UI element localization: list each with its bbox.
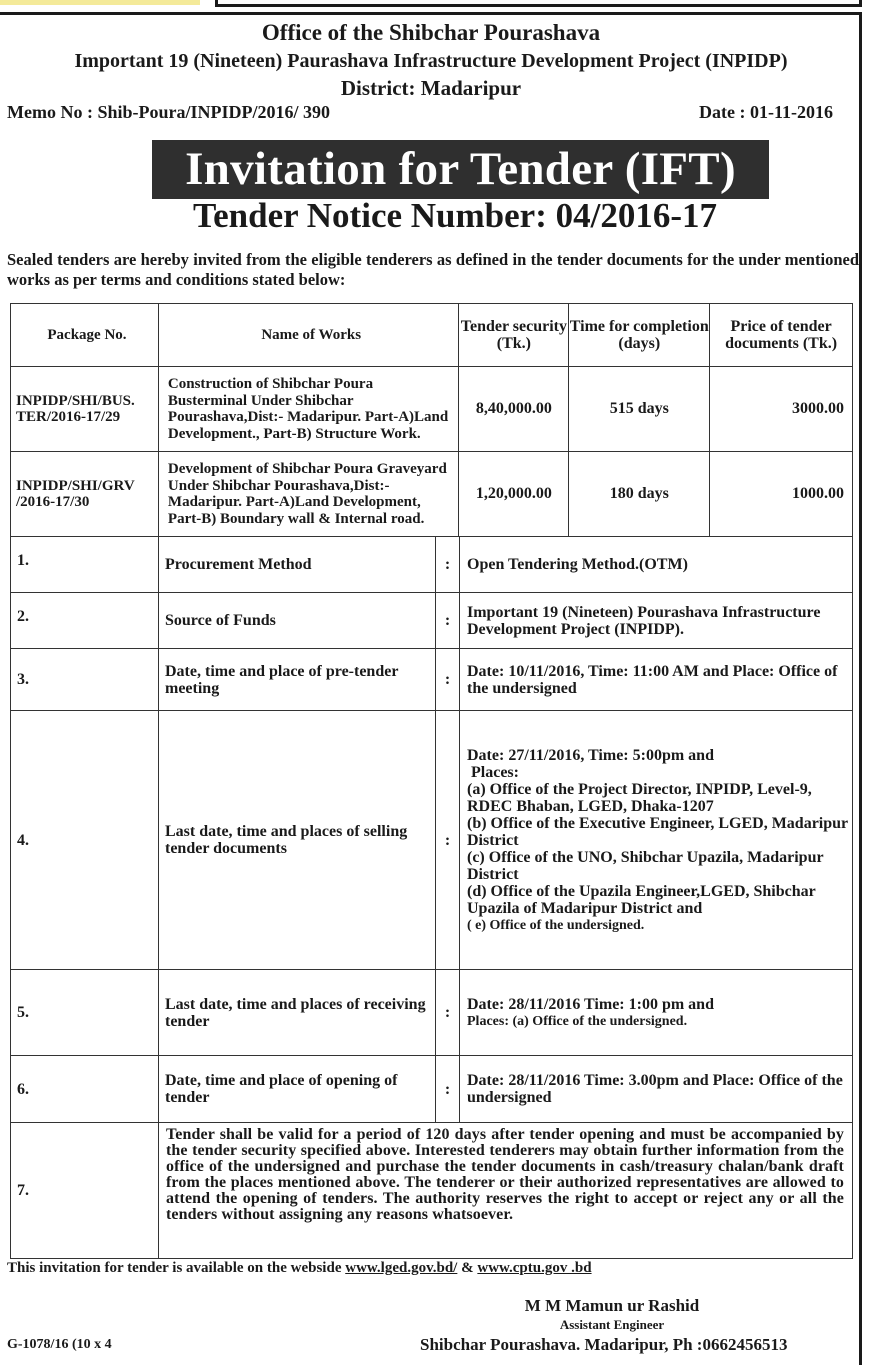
term-label: Last date, time and places of selling tender documents (159, 711, 436, 970)
completion-time: 180 days (569, 452, 710, 537)
term-number: 2. (11, 593, 159, 649)
place-c: (c) Office of the UNO, Shibchar Upazila, Madaripur District (467, 848, 824, 883)
top-color-strip (0, 0, 200, 5)
term-row (11, 970, 853, 1056)
availability-line (7, 1260, 592, 1277)
term-row (11, 649, 853, 711)
package-no: INPIDP/SHI/BUS. TER/2016-17/29 (11, 367, 159, 452)
project-name: Important 19 (Nineteen) Paurashava Infrastructure Development Project (INPIDP) (74, 50, 788, 72)
notice-date: Date : 01-11-2016 (699, 102, 833, 122)
completion-time: 515 days (569, 367, 710, 452)
col-header-works: Name of Works (158, 304, 459, 367)
title-banner (152, 140, 769, 199)
term-colon: : (436, 711, 460, 970)
term-number: 1. (11, 537, 159, 593)
col-header-price: Price of tender documents (Tk.) (710, 304, 853, 367)
col-header-package: Package No. (11, 304, 159, 367)
term-colon: : (436, 970, 460, 1056)
term-number: 6. (11, 1056, 159, 1123)
term-row (11, 593, 853, 649)
document-price: 1000.00 (710, 452, 853, 537)
place-d: (d) Office of the Upazila Engineer,LGED, Shibchar Upazila of Madaripur District and (467, 882, 816, 917)
term-row (11, 711, 853, 970)
term-row (11, 1056, 853, 1123)
signatory-office: Shibchar Pourashava. Madaripur, Ph :0662456513 (420, 1335, 788, 1354)
term-value: Open Tendering Method.(OTM) (460, 537, 853, 593)
tender-security: 1,20,000.00 (459, 452, 569, 537)
intro-paragraph: Sealed tenders are hereby invited from the eligible tenderers as defined in the tender documents for the under mentioned works as per terms and conditions stated below: (7, 250, 859, 289)
package-table (10, 303, 853, 537)
term-number: 3. (11, 649, 159, 711)
office-name: Office of the Shibchar Pourashava (261, 20, 601, 45)
memo-number: Memo No : Shib-Poura/INPIDP/2016/ 390 (7, 102, 330, 122)
tender-notice-number: Tender Notice Number: 04/2016-17 (193, 196, 717, 235)
package-no: INPIDP/SHI/GRV /2016-17/30 (11, 452, 159, 537)
page-title: Invitation for Tender (IFT) (185, 143, 736, 195)
term-value (460, 970, 853, 1056)
term-label: Date, time and place of opening of tender (159, 1056, 436, 1123)
places-label: Places: (471, 763, 519, 781)
link-separator: & (461, 1260, 474, 1276)
availability-text: This invitation for tender is available on the webside (7, 1260, 342, 1276)
term-label: Procurement Method (159, 537, 436, 593)
document-price: 3000.00 (710, 367, 853, 452)
term-value-list (460, 711, 853, 970)
term-label: Last date, time and places of receiving tender (159, 970, 436, 1056)
table-row (11, 367, 853, 452)
lged-link[interactable]: www.lged.gov.bd/ (345, 1260, 458, 1276)
term-row (11, 1123, 853, 1259)
ad-code: G-1078/16 (10 x 4 (7, 1337, 112, 1352)
term-label: Date, time and place of pre-tender meeting (159, 649, 436, 711)
validity-paragraph: Tender shall be valid for a period of 120 days after tender opening and must be accompanied by the tender security specified above. Interested tenderers may obtain further information from the office of the undersigned and purchase the tender documents in cash/treasury chalan/bank draft from the places mentioned above. The tenderer or their authorized representatives are allowed to attend the opening of tenders. The authority reserves the right to accept or reject any or all the tenders without assigning any reasons whatsoever. (159, 1123, 853, 1259)
term-colon: : (436, 537, 460, 593)
signatory-name: M M Mamun ur Rashid (524, 1296, 700, 1315)
receiving-date: Date: 28/11/2016 Time: 1:00 pm and (467, 995, 714, 1013)
place-e: ( e) Office of the undersigned. (467, 917, 645, 933)
term-number: 4. (11, 711, 159, 970)
table-row (11, 452, 853, 537)
work-name: Development of Shibchar Poura Graveyard Under Shibchar Pourashava,Dist:-Madaripur. Part-A)Land Development, Part-B) Boundary wall & Internal road. (158, 452, 459, 537)
term-label: Source of Funds (159, 593, 436, 649)
term-number: 5. (11, 970, 159, 1056)
work-name: Construction of Shibchar Poura Busterminal Under Shibchar Pourashava,Dist:- Madaripur. Part-A)Land Development., Part-B) Structure Work. (158, 367, 459, 452)
signatory-title: Assistant Engineer (559, 1317, 665, 1332)
terms-table (10, 536, 853, 1259)
term-value: Date: 28/11/2016 Time: 3.00pm and Place: Office of the undersigned (460, 1056, 853, 1123)
tender-security: 8,40,000.00 (459, 367, 569, 452)
district-name: District: Madaripur (340, 76, 522, 100)
term-value: Date: 10/11/2016, Time: 11:00 AM and Place: Office of the undersigned (460, 649, 853, 711)
term-colon: : (436, 649, 460, 711)
term-colon: : (436, 1056, 460, 1123)
place-a: (a) Office of the Project Director, INPIDP, Level-9, RDEC Bhaban, LGED, Dhaka-1207 (467, 780, 812, 815)
package-table-header (11, 304, 853, 367)
term-number: 7. (11, 1123, 159, 1259)
col-header-time: Time for completion (days) (569, 304, 710, 367)
term-colon: : (436, 593, 460, 649)
cptu-link[interactable]: www.cptu.gov .bd (477, 1260, 592, 1276)
receiving-place: Places: (a) Office of the undersigned. (467, 1013, 688, 1029)
term-row (11, 537, 853, 593)
selling-date: Date: 27/11/2016, Time: 5:00pm and (467, 746, 714, 764)
term-value: Important 19 (Nineteen) Pourashava Infrastructure Development Project (INPIDP). (460, 593, 853, 649)
place-b: (b) Office of the Executive Engineer, LGED, Madaripur District (467, 814, 848, 849)
top-border-box (215, 0, 862, 7)
col-header-security: Tender security (Tk.) (459, 304, 569, 367)
